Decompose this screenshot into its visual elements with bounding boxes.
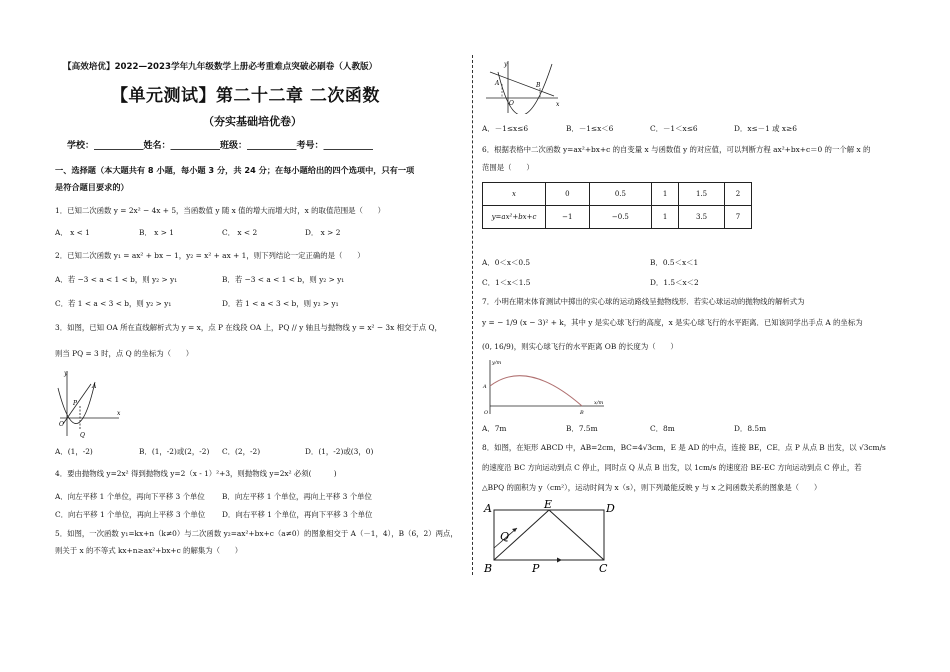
q6-table-row-x <box>483 183 752 206</box>
page-title: 【单元测试】第二十二章 二次函数 <box>111 86 380 106</box>
q5-figure <box>482 58 562 114</box>
question-1-text: 1．已知二次函数 y = 2x² − 4x + 5，当函数值 y 随 x 值的增大而增大时，x 的取值范围是（ ） <box>55 206 386 215</box>
q7-option-d: D．8.5m <box>734 424 767 433</box>
q7-x-label: x/m <box>594 400 604 406</box>
question-3-line1: 3．如图，已知 OA 所在直线解析式为 y = x，点 P 在线段 OA 上，PQ // y 轴且与抛物线 y = x² − 3x 相交于点 Q， <box>55 323 442 332</box>
q7-option-c: C．8m <box>650 424 675 433</box>
q1-option-d: D． x > 2 <box>305 228 341 237</box>
q6-table-header-cell: x <box>483 183 546 206</box>
q2-option-a: A．若 −3 < a < 1 < b，则 y₂ > y₁ <box>55 275 178 284</box>
q2-option-c: C．若 1 < a < 3 < b，则 y₂ > y₁ <box>55 299 172 308</box>
q6-table-header-cell: 0 <box>546 183 590 206</box>
q6-table-header-cell: 1 <box>652 183 679 206</box>
student-info-line: 学校：___________姓名：___________班级：___________考号：___________ <box>67 141 374 151</box>
q8-segment-ec <box>549 510 604 560</box>
q8-label-e: E <box>544 498 553 511</box>
q7-point-b-label: B <box>580 410 584 416</box>
question-3-line2: 则当 PQ = 3 时，点 Q 的坐标为（ ） <box>55 349 194 358</box>
q8-label-q: Q <box>500 530 510 543</box>
q8-label-b: B <box>484 562 493 575</box>
q6-table-cell: 3.5 <box>679 206 725 229</box>
q6-option-b: B．0.5＜x＜1 <box>650 258 699 267</box>
q8-label-p: P <box>532 562 540 575</box>
q8-arrow-p-head <box>557 558 562 563</box>
q5-y-label: y <box>504 61 508 68</box>
q6-table-cell: −0.5 <box>589 206 652 229</box>
q2-option-b: B．若 −3 < a < 1 < b，则 y₂ > y₁ <box>222 275 345 284</box>
q8-label-d: D <box>606 502 615 515</box>
q6-table-header-cell: 0.5 <box>589 183 652 206</box>
q2-option-d: D．若 1 < a < 3 < b，则 y₂ > y₁ <box>222 299 339 308</box>
question-8-line2: 的速度沿 BC 方向运动到点 C 停止，同时点 Q 从点 B 出发，以 1cm/s 的速度沿 BE-EC 方向运动到点 C 停止，若 <box>482 463 862 472</box>
question-5-line1: 5．如图，一次函数 y₁=kx+n（k≠0）与二次函数 y₂=ax²+bx+c（a≠0）的图象相交于 A（－1，4），B（6，2）两点， <box>55 529 458 538</box>
q3-y-label: y <box>64 370 68 377</box>
q5-point-a-label: A <box>495 80 500 87</box>
q6-option-a: A．0＜x＜0.5 <box>482 258 531 267</box>
q4-option-c: C．向右平移 1 个单位，再向上平移 3 个单位 <box>55 510 206 519</box>
q6-option-d: D．1.5＜x＜2 <box>650 278 699 287</box>
q5-option-c: C．－1＜x≤6 <box>650 124 698 133</box>
question-7-line2: y = − 1/9 (x − 3)² + k，其中 y 是实心球飞行的高度，x 是实心球飞行的水平距离．已知该同学出手点 A 的坐标为 <box>482 318 863 327</box>
section-heading-line1: 一、选择题（本大题共有 8 小题，每小题 3 分，共 24 分；在每小题给出的四个选项中，只有一项 <box>55 165 415 175</box>
question-8-line1: 8．如图，在矩形 ABCD 中，AB=2cm，BC=4√3cm，E 是 AD 的中点，连接 BE，CE．点 P 从点 B 出发，以 √3cm/s <box>482 443 886 452</box>
q4-option-d: D．向右平移 1 个单位，再向下平移 3 个单位 <box>222 510 373 519</box>
q7-point-a-label: A <box>483 384 487 390</box>
question-5-line2: 则关于 x 的不等式 kx+n≥ax²+bx+c 的解集为（ ） <box>55 546 243 555</box>
q4-option-a: A．向左平移 1 个单位，再向下平移 3 个单位 <box>55 492 205 501</box>
section-heading-line2: 是符合题目要求的） <box>55 182 129 192</box>
q7-option-b: B．7.5m <box>566 424 598 433</box>
question-2-text: 2．已知二次函数 y₁ = ax² + bx − 1，y₂ = x² + ax + 1，则下列结论一定正确的是（ ） <box>55 251 365 260</box>
q8-rectangle <box>494 510 604 560</box>
q3-option-a: A．(1，-2) <box>55 447 93 456</box>
q5-option-b: B．－1≤x＜6 <box>566 124 614 133</box>
q6-table-row-y <box>483 206 752 229</box>
q7-y-label: y/m <box>492 360 502 366</box>
q3-option-d: D．(1，-2)或(3，0) <box>305 447 374 456</box>
q6-table-header-cell: 1.5 <box>679 183 725 206</box>
q6-option-c: C．1＜x＜1.5 <box>482 278 531 287</box>
q3-origin-label: O <box>59 421 64 428</box>
q5-option-d: D．x≤－1 或 x≥6 <box>734 124 797 133</box>
q5-parabola <box>498 64 552 114</box>
q6-value-table <box>482 182 752 229</box>
q1-option-b: B． x > 1 <box>139 228 174 237</box>
question-7-line1: 7．小明在期末体育测试中掷出的实心球的运动路线呈抛物线形．若实心球运动的抛物线的解析式为 <box>482 297 805 306</box>
q8-label-c: C <box>599 562 608 575</box>
q5-option-a: A．－1≤x≤6 <box>482 124 529 133</box>
q1-option-a: A． x < 1 <box>55 228 90 237</box>
q5-point-b-label: B <box>536 82 541 89</box>
question-7-line3: (0, 16/9)，则实心球飞行的水平距离 OB 的长度为（ ） <box>482 342 678 351</box>
q7-figure <box>482 356 612 418</box>
q8-label-a: A <box>484 502 492 515</box>
q7-option-a: A．7m <box>482 424 507 433</box>
q6-table-header-cell: 2 <box>725 183 752 206</box>
q6-table-cell: 1 <box>652 206 679 229</box>
q8-figure <box>482 498 622 576</box>
q7-trajectory <box>490 376 582 406</box>
q7-origin-label: O <box>484 410 489 416</box>
question-6-line2: 范围是（ ） <box>482 163 534 172</box>
q1-option-c: C． x < 2 <box>222 228 258 237</box>
q3-option-b: B．(1，-2)或(2，-2) <box>139 447 210 456</box>
question-4-text: 4．要由抛物线 y=2x² 得到抛物线 y=2（x - 1）²+3，则抛物线 y=2x² 必须( ) <box>55 469 337 478</box>
series-title: 【高效培优】2022—2023学年九年级数学上册必考重难点突破必刷卷（人教版） <box>63 62 378 72</box>
page-subtitle: （夯实基础培优卷） <box>203 115 302 128</box>
column-divider <box>472 55 473 575</box>
q3-point-p-label: P <box>73 400 78 407</box>
q6-table-cell: 7 <box>725 206 752 229</box>
q6-table-cell: −1 <box>546 206 590 229</box>
q3-option-c: C．(2，-2) <box>222 447 261 456</box>
question-6-line1: 6．根据表格中二次函数 y=ax²+bx+c 的自变量 x 与函数值 y 的对应值，可以判断方程 ax²+bx+c＝0 的一个解 x 的 <box>482 145 871 154</box>
q3-x-label: x <box>117 410 121 417</box>
q5-origin-label: O <box>509 100 514 107</box>
q5-x-label: x <box>556 101 560 108</box>
q3-figure <box>55 366 125 438</box>
question-8-line3: △BPQ 的面积为 y（cm²），运动时间为 x（s），则下列最能反映 y 与 x 之间函数关系的图象是（ ） <box>482 483 822 492</box>
q6-table-cell: y=ax²+bx+c <box>483 206 546 229</box>
q4-option-b: B．向左平移 1 个单位，再向上平移 3 个单位 <box>222 492 372 501</box>
q3-point-q-label: Q <box>80 432 85 438</box>
q3-point-a-label: A <box>92 383 97 390</box>
